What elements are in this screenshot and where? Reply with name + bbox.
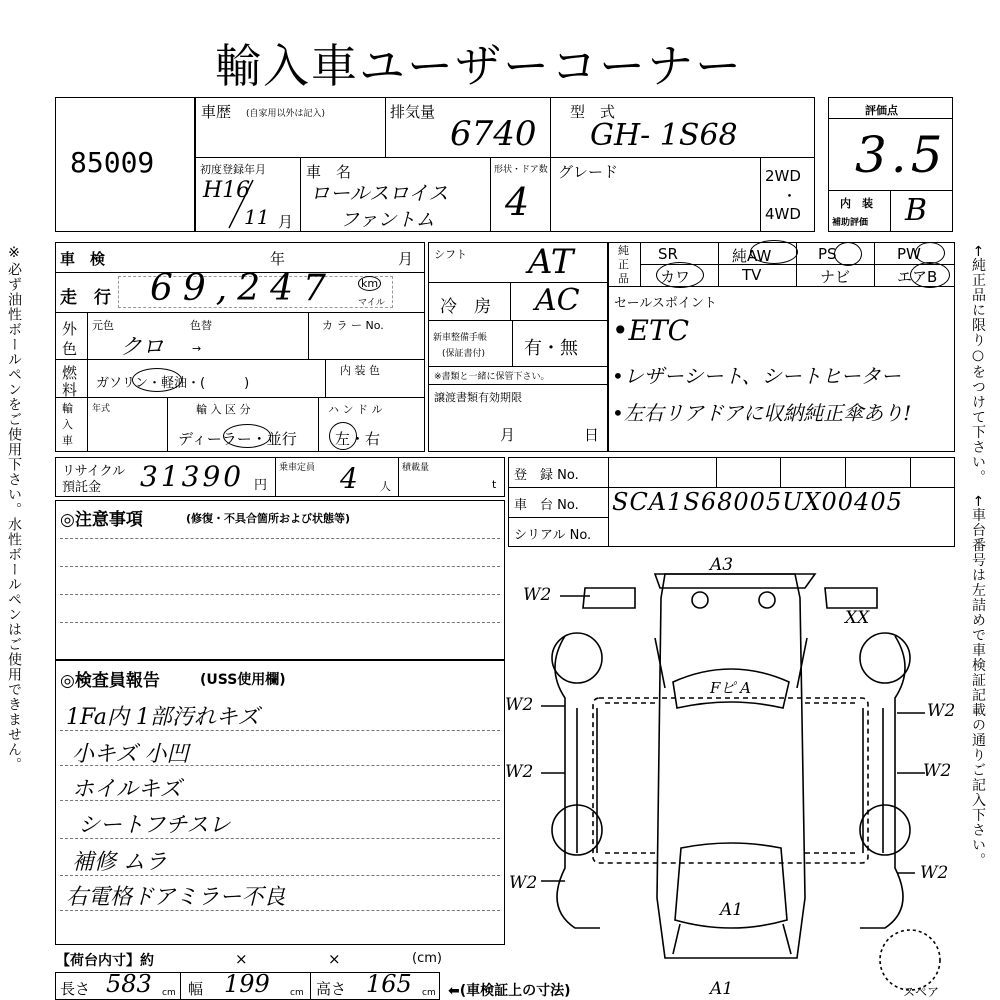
- cargo-x2: ×: [328, 950, 341, 968]
- registration-label: 登 録 No.: [514, 468, 579, 483]
- doors-value: 4: [505, 180, 530, 224]
- inspector-line-2: 小キズ 小凹: [72, 742, 189, 767]
- chassis-label: 車 台 No.: [514, 498, 579, 513]
- inspection-label: 車 検: [60, 250, 106, 268]
- mark-w2-d: W2: [509, 873, 538, 893]
- length-unit: cm: [162, 988, 176, 998]
- inspection-year: 年: [270, 250, 286, 268]
- interior-value: B: [905, 193, 928, 228]
- displacement-value: 6740: [450, 114, 537, 154]
- sales-point-line3: •左右リアドアに収納純正傘あり!: [612, 401, 912, 425]
- import-label-3: 車: [62, 434, 73, 447]
- mark-a3: A3: [710, 555, 734, 575]
- transfer-label: 譲渡書類有効期限: [434, 391, 522, 404]
- circle-aw: [750, 240, 798, 264]
- capacity-value: 4: [340, 462, 358, 495]
- maintenance-sub-label: (保証書付): [442, 349, 486, 359]
- dimensions-note: ⬅(車検証上の寸法): [448, 983, 571, 999]
- color-label-1: 外: [62, 320, 78, 338]
- right-side-note-chassis: ←車台番号は左詰めで車検証記載の通りご記入下さい。: [970, 495, 986, 868]
- genuine-label-3: 品: [618, 272, 629, 285]
- genuine-tv: TV: [742, 266, 762, 284]
- mark-a1-bottom: A1: [710, 979, 734, 999]
- interior-sub-label: 補助評価: [832, 218, 869, 228]
- color-label-2: 色: [62, 340, 78, 358]
- mark-w2-g: W2: [920, 863, 949, 883]
- grade-label: グレード: [558, 163, 619, 181]
- shift-label: シフト: [434, 248, 467, 261]
- inspector-label: ◎検査員報告: [60, 671, 160, 691]
- inspection-month: 月: [398, 250, 414, 268]
- cargo-label: 【荷台内寸】約: [56, 953, 154, 969]
- mark-w2-a: W2: [523, 585, 552, 605]
- mark-windshield: Fピ A: [710, 679, 752, 697]
- maintenance-label: 新車整備手帳: [433, 333, 488, 343]
- car-name-line2: ファントム: [340, 209, 435, 231]
- sales-point-line2: •レザーシート、シートヒーター: [612, 364, 901, 388]
- fuel-value: ガソリン・軽油・( ): [96, 376, 250, 391]
- color-value: クロ: [120, 335, 165, 360]
- car-diagram: [505, 548, 970, 1000]
- genuine-label-2: 正: [618, 258, 629, 271]
- inspector-sub-label: (USS使用欄): [200, 672, 286, 688]
- car-name-label: 車 名: [306, 163, 352, 181]
- capacity-unit: 人: [380, 480, 391, 493]
- displacement-label: 排気量: [390, 103, 436, 121]
- lot-number-box: [55, 97, 195, 232]
- color-orig-label: 元色: [92, 319, 114, 332]
- width-unit: cm: [290, 988, 304, 998]
- model-label: 型 式: [570, 103, 616, 121]
- import-label-2: 入: [62, 418, 73, 431]
- first-reg-month-unit: 月: [278, 213, 294, 231]
- height-unit: cm: [422, 988, 436, 998]
- handle-value: 左・右: [335, 430, 381, 448]
- genuine-aw: 純AW: [732, 247, 772, 265]
- circle-leather: [656, 262, 704, 288]
- serial-label: シリアル No.: [514, 528, 592, 543]
- inspector-line-4: シートフチスレ: [78, 813, 231, 838]
- width-value: 199: [224, 970, 270, 998]
- aircon-label: 冷 房: [440, 297, 491, 317]
- circle-ps: [834, 242, 862, 266]
- chassis-value: SCA1S68005UX00405: [612, 488, 903, 516]
- mark-w2-f: W2: [923, 761, 952, 781]
- fuel-label-2: 料: [62, 381, 78, 399]
- notes-label: ◎注意事項: [60, 510, 143, 530]
- length-label: 長さ: [60, 980, 91, 998]
- import-label-1: 輸: [62, 402, 73, 415]
- circle-airbag: [910, 262, 950, 288]
- notes-sub-label: (修復・不具合箇所および状態等): [186, 512, 351, 525]
- cargo-x1: ×: [235, 950, 248, 968]
- circle-pw: [915, 242, 945, 264]
- color-no-label: カ ラ ー No.: [322, 319, 384, 332]
- handle-circle: [329, 422, 357, 450]
- width-label: 幅: [188, 980, 204, 998]
- score-label: 評価点: [865, 104, 898, 117]
- spare-label: スペア: [903, 985, 940, 999]
- import-class-label: 輸 入 区 分: [196, 403, 251, 416]
- maintenance-note: ※書類と一緒に保管下さい。: [434, 372, 550, 382]
- recycle-label-1: リサイクル: [62, 464, 126, 479]
- mark-w2-e: W2: [927, 701, 956, 721]
- genuine-sr: SR: [658, 245, 678, 263]
- mark-w2-b: W2: [505, 695, 534, 715]
- first-reg-label: 初度登録年月: [200, 163, 266, 176]
- mileage-unit-mile: マイル: [358, 298, 385, 308]
- mileage-unit-km: km: [358, 276, 381, 291]
- history-label: 車歴: [201, 103, 232, 121]
- import-year-label: 年式: [92, 404, 111, 414]
- genuine-label-1: 純: [618, 244, 629, 257]
- maintenance-value: 有・無: [524, 338, 578, 359]
- import-class-circle: [223, 424, 271, 448]
- genuine-airbag: エアB: [897, 268, 938, 286]
- recycle-unit: 円: [254, 478, 268, 493]
- first-reg-year: H16: [203, 178, 251, 203]
- handle-label: ハ ン ド ル: [328, 403, 383, 416]
- mark-xx: XX: [845, 608, 870, 628]
- color-change-label: 色替: [190, 319, 212, 332]
- model-value: GH- 1S68: [590, 118, 738, 153]
- score-value: 3.5: [855, 126, 947, 184]
- inspector-line-6: 右電格ドアミラー不良: [66, 885, 286, 910]
- load-unit: t: [492, 478, 497, 491]
- page-title: 輸入車ユーザーコーナー: [215, 39, 743, 93]
- recycle-value: 31390: [140, 460, 245, 493]
- aircon-value: AC: [535, 283, 580, 318]
- load-label: 積載量: [402, 463, 430, 473]
- history-note: (自家用以外は記入): [246, 109, 326, 119]
- fuel-label-1: 燃: [62, 364, 78, 382]
- mark-w2-c: W2: [505, 762, 534, 782]
- cargo-unit: (cm): [412, 951, 442, 966]
- car-name-line1: ロールスロイス: [310, 181, 449, 205]
- drive-4wd: 4WD: [765, 205, 801, 223]
- drive-dot: ・: [782, 187, 798, 205]
- genuine-navi: ナビ: [820, 268, 851, 286]
- inspector-line-3: ホイルキズ: [72, 777, 182, 802]
- sales-point-label: セールスポイント: [614, 296, 717, 311]
- sales-point-line1: •ETC: [612, 314, 690, 347]
- interior-color-label: 内 装 色: [340, 364, 380, 377]
- recycle-label-2: 預託金: [62, 480, 102, 495]
- genuine-ps: PS: [818, 245, 837, 263]
- height-label: 高さ: [316, 980, 347, 998]
- fuel-circle-mark: [132, 368, 182, 392]
- shift-value: AT: [528, 242, 574, 282]
- interior-label: 内 装: [840, 197, 873, 210]
- genuine-pw: PW: [897, 245, 921, 263]
- length-value: 583: [106, 970, 152, 998]
- genuine-leather: カワ: [660, 268, 691, 286]
- transfer-day: 日: [584, 426, 600, 444]
- lot-number: 85009: [70, 146, 155, 179]
- mileage-value: 69,247: [150, 268, 336, 309]
- drive-2wd: 2WD: [765, 167, 801, 185]
- left-side-note: ※必ず油性ボールペンをご使用下さい。水性ボールペンはご使用できません。: [6, 245, 22, 772]
- first-reg-month: 11: [244, 205, 270, 229]
- color-arrow: →: [192, 342, 202, 355]
- inspector-line-1: 1Fa内 1部汚れキズ: [66, 705, 260, 730]
- right-side-note-genuine: ←純正品に限り○をつけて下さい。: [970, 245, 986, 485]
- inspector-line-5: 補修 ムラ: [72, 850, 167, 875]
- doors-label: 形状・ドア数: [494, 165, 548, 175]
- height-value: 165: [366, 970, 412, 998]
- import-class-value: ディーラー・並行: [178, 430, 297, 448]
- mark-a1-rear: A1: [720, 900, 744, 920]
- mileage-label: 走 行: [60, 288, 111, 308]
- capacity-label: 乗車定員: [279, 463, 316, 473]
- transfer-month: 月: [500, 426, 516, 444]
